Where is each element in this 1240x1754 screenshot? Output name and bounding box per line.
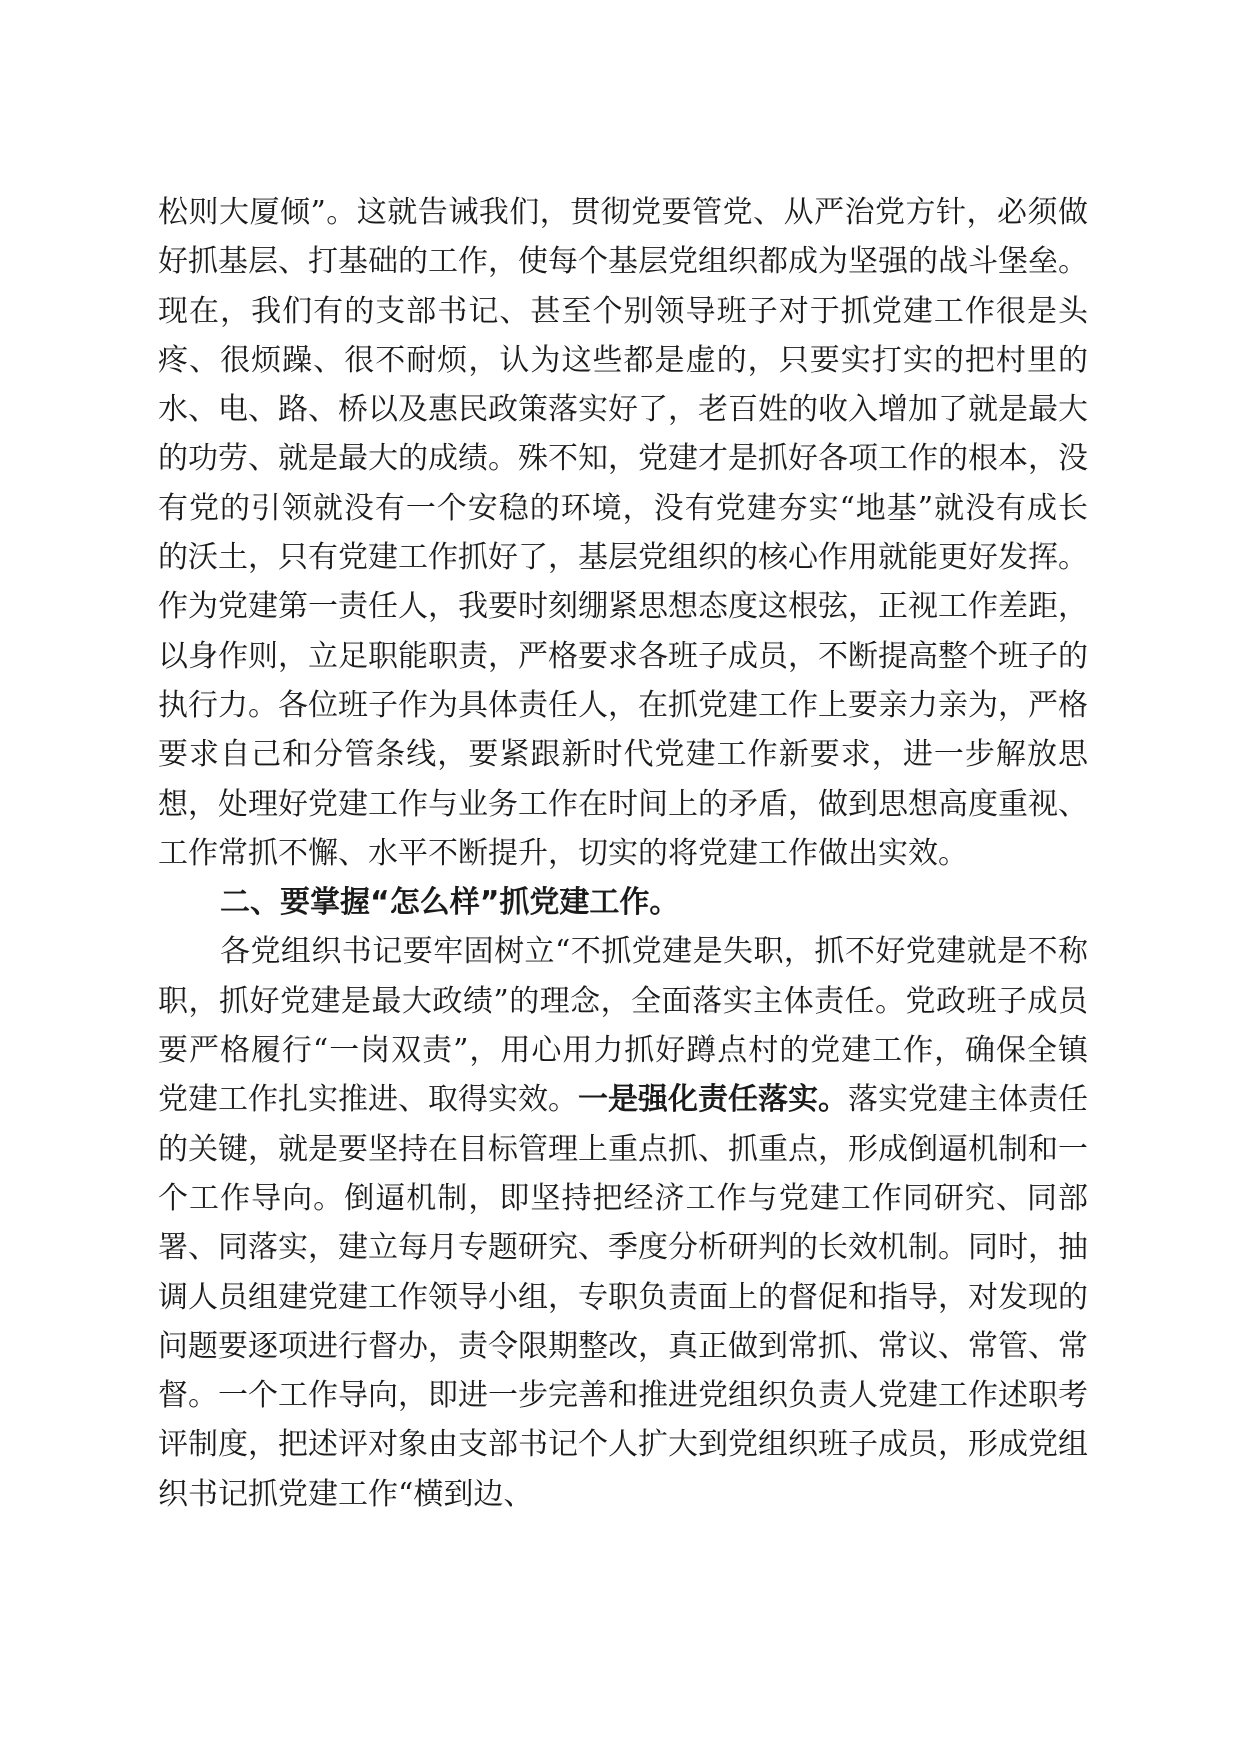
paragraph-body-text: 落实党建主体责任的关键，就是要坚持在目标管理上重点抓、抓重点，形成倒逼机制和一个工作导向。倒逼机制，即坚持把经济工作与党建工作同研究、同部署、同落实，建立每月专题研究、季度分析研判的长效机制。同时，抽调人员组建党建工作领导小组，专职负责面上的督促和指导，对发现的问题要逐项进行督办，责令限期整改，真正做到常抓、常议、常管、常督。一个工作导向，即进一步完善和推进党组织负责人党建工作述职考评制度，把述评对象由支部书记个人扩大到党组织班子成员，形成党组织书记抓党建工作“横到边、: [158, 1082, 1088, 1512]
paragraph-continuation: 松则大厦倾”。这就告诫我们，贯彻党要管党、从严治党方针，必须做好抓基层、打基础的工作，使每个基层党组织都成为坚强的战斗堡垒。现在，我们有的支部书记、甚至个别领导班子对于抓党建工作很是头疼、很烦躁、很不耐烦，认为这些都是虚的，只要实打实的把村里的水、电、路、桥以及惠民政策落实好了，老百姓的收入增加了就是最大的功劳、就是最大的成绩。殊不知，党建才是抓好各项工作的根本，没有党的引领就没有一个安稳的环境，没有党建夯实“地基”就没有成长的沃土，只有党建工作抓好了，基层党组织的核心作用就能更好发挥。作为党建第一责任人，我要时刻绷紧思想态度这根弦，正视工作差距，以身作则，立足职能职责，严格要求各班子成员，不断提高整个班子的执行力。各位班子作为具体责任人，在抓党建工作上要亲力亲为，严格要求自己和分管条线，要紧跟新时代党建工作新要求，进一步解放思想，处理好党建工作与业务工作在时间上的矛盾，做到思想高度重视、工作常抓不懈、水平不断提升，切实的将党建工作做出实效。: [158, 195, 1088, 871]
bold-lead-phrase: 一是强化责任落实。: [578, 1082, 848, 1118]
document-body: [158, 188, 1088, 1519]
paragraph-intro-text: 各党组织书记要牢固树立“不抓党建是失职，抓不好党建就是不称职，抓好党建是最大政绩”的理念，全面落实主体责任。党政班子成员要严格履行“一岗双责”，用心用力抓好蹲点村的党建工作，确保全镇党建工作扎实推进、取得实效。: [158, 934, 1088, 1118]
section-heading-2: 二、要掌握“怎么样”抓党建工作。: [220, 885, 680, 921]
paragraph-section-2: [158, 927, 1088, 1519]
